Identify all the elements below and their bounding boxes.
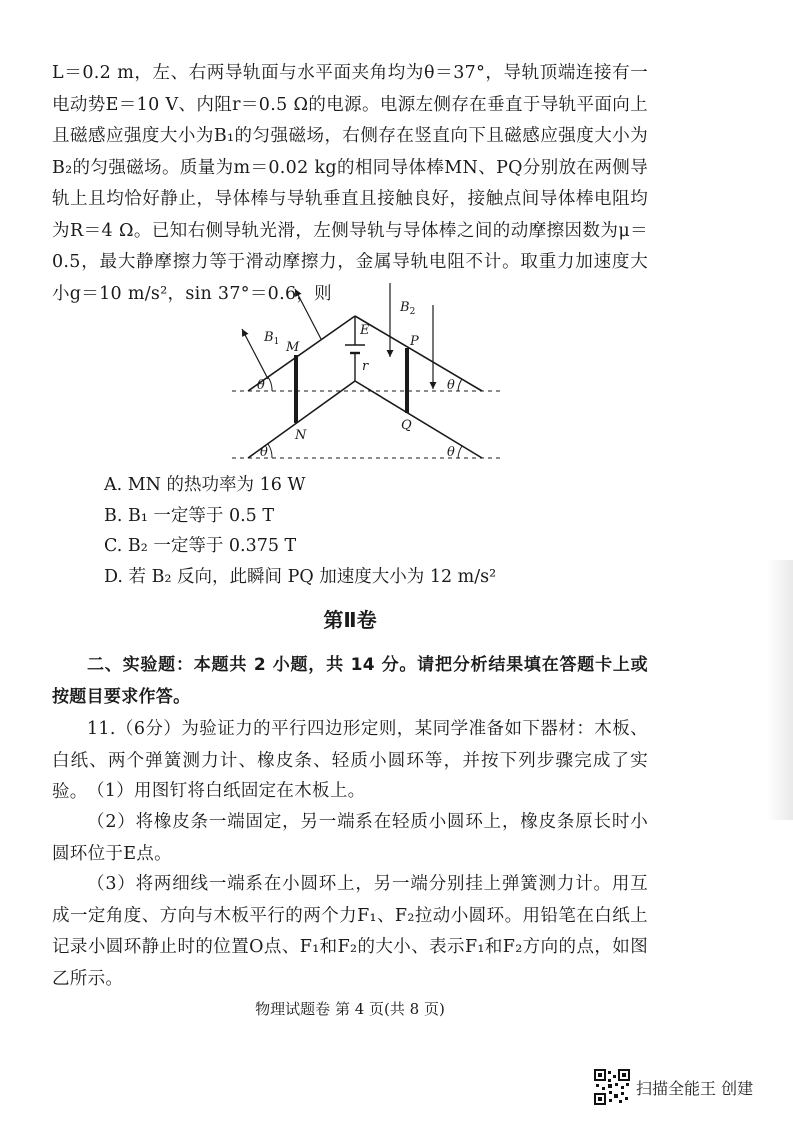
right-upper-rail [355, 316, 482, 391]
scan-edge-shadow [767, 560, 793, 820]
label-theta-lower-left: θ [260, 445, 268, 460]
section-title: 第Ⅱ卷 [323, 608, 377, 632]
angle-arc-lower-left [268, 444, 272, 458]
rail-circuit-diagram [200, 283, 520, 468]
label-theta-lower-right: θ [447, 445, 455, 460]
label-M: M [286, 340, 300, 355]
scanner-watermark [594, 1069, 753, 1105]
angle-arc-upper-right [458, 379, 462, 391]
option-c: C. B₂ 一定等于 0.375 T [104, 536, 297, 556]
label-theta-upper-left: θ [257, 378, 265, 393]
label-Q: Q [401, 418, 412, 433]
label-B2: $B_2$ [400, 300, 416, 317]
answer-options [104, 470, 496, 592]
watermark-text: 扫描全能王 创建 [636, 1078, 754, 1098]
question-11-intro: 11.（6分）为验证力的平行四边形定则，某同学准备如下器材：木板、白纸、两个弹簧测力计、橡皮条、轻质小圆环等，并按下列步骤完成了实验。 [52, 719, 648, 802]
option-d: D. 若 B₂ 反向，此瞬间 PQ 加速度大小为 12 m/s² [104, 566, 497, 587]
page-footer: 物理试题卷 第 4 页(共 8 页) [255, 1000, 445, 1018]
label-theta-upper-right: θ [447, 378, 455, 393]
section-heading: 二、实验题：本题共 2 小题，共 14 分。请把分析结果填在答题卡上或按题目要求作答。 [52, 655, 648, 707]
angle-arc-upper-left [268, 377, 272, 391]
question-11-step-1: （1）用图钉将白纸固定在木板上。 [87, 781, 366, 801]
problem-intro-paragraph: L＝0.2 m，左、右两导轨面与水平面夹角均为θ＝37°，导轨顶端连接有一电动势E＝10 V、内阻r＝0.5 Ω的电源。电源左侧存在垂直于导轨平面向上且磁感应强度大小为B₁的匀强磁场，右侧存在竖直向下且磁感应强度大小为B₂的匀强磁场。质量为m＝0.02 kg的相同导体棒MN、PQ分别放在两侧导轨上且均恰好静止，导体棒与导轨垂直且接触良好，接触点间导体棒电阻均为R＝4 Ω。已知右侧导轨光滑，左侧导轨与导体棒之间的动摩擦因数为μ＝0.5，最大静摩擦力等于滑动摩擦力，金属导轨电阻不计。取重力加速度大小g＝10 m/s²，sin 37°＝0.6，则 [52, 63, 648, 304]
option-b: B. B₁ 一定等于 0.5 T [104, 505, 275, 526]
b1-arrow-right [295, 289, 321, 339]
label-E: E [360, 323, 370, 338]
label-N: N [295, 428, 307, 443]
right-lower-rail [355, 381, 482, 458]
label-B1: $B_1$ [264, 330, 280, 347]
option-a: A. MN 的热功率为 16 W [104, 475, 306, 495]
qr-code-icon [594, 1069, 630, 1105]
angle-arc-lower-right [458, 446, 462, 458]
question-11-step-2: （2）将橡皮条一端固定，另一端系在轻质小圆环上，橡皮条原长时小圆环位于E点。 [52, 812, 648, 864]
label-r: r [362, 359, 369, 374]
label-P: P [410, 334, 419, 349]
question-11-step-3: （3）将两细线一端系在小圆环上，另一端分别挂上弹簧测力计。用互成一定角度、方向与木板平行的两个力F₁、F₂拉动小圆环。用铅笔在白纸上记录小圆环静止时的位置O点、F₁和F₂的大小、表示F₁和F₂方向的点，如图乙所示。 [52, 874, 648, 989]
